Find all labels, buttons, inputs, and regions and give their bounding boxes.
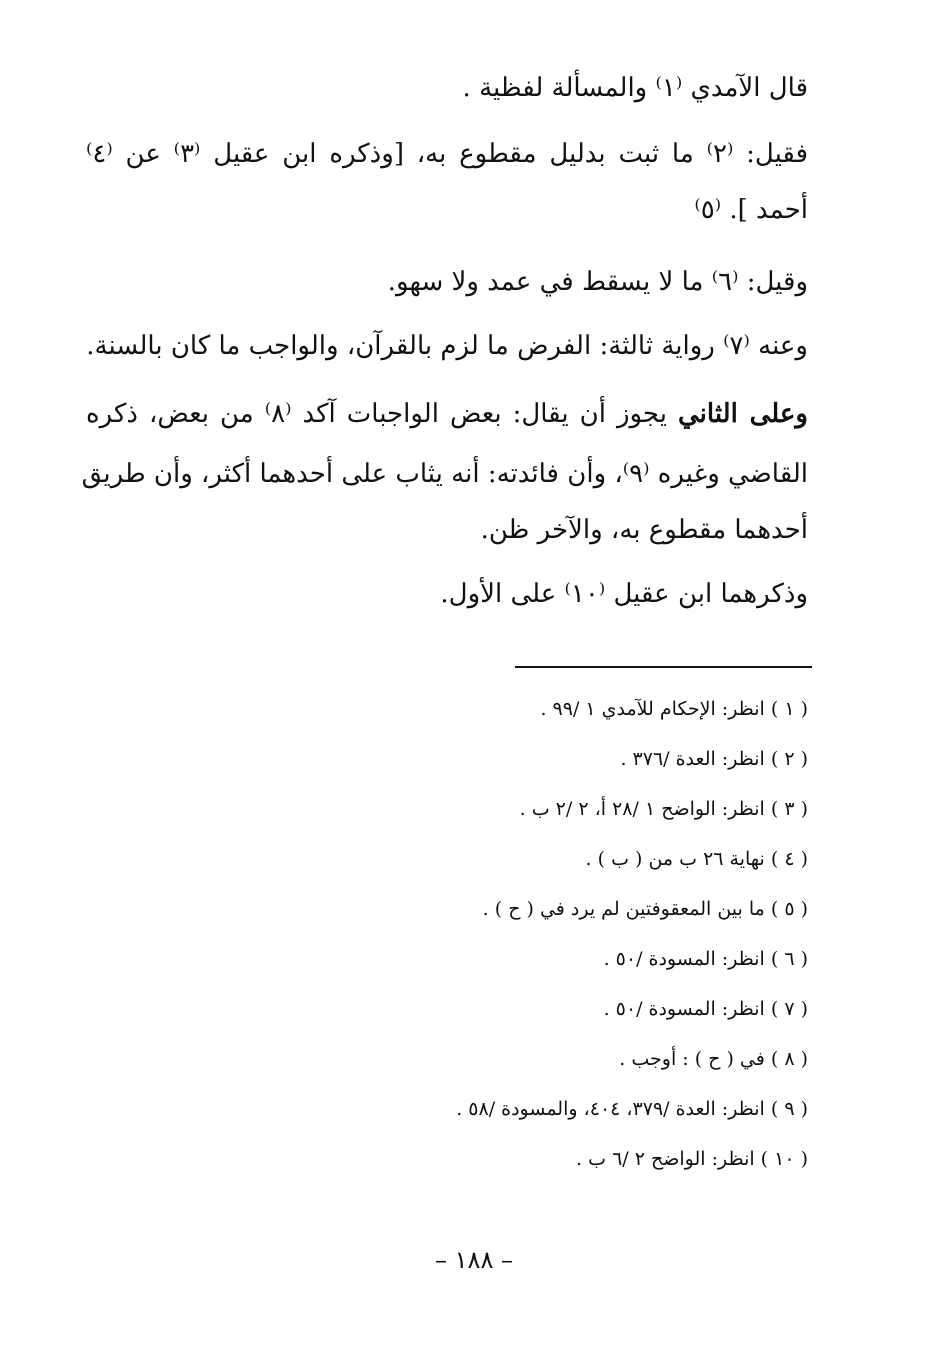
body-line-5: وعنه ⁽٧⁾ رواية ثالثة: الفرض ما لزم بالقرآن، والواجب ما كان بالسنة. (86, 331, 808, 361)
footnote-4: ( ٤ ) نهاية ٢٦ ب من ( ب ) . (585, 848, 808, 870)
footnote-separator (515, 666, 812, 668)
body-line-2: فقيل: ⁽٢⁾ ما ثبت بدليل مقطوع به، [وذكره ابن عقيل ⁽٣⁾ عن ⁽٤⁾ (86, 139, 809, 169)
body-line-6 (86, 394, 808, 434)
body-line-6-rest: يجوز أن يقال: بعض الواجبات آكد ⁽٨⁾ من بعض، ذكره (86, 399, 678, 429)
body-line-4: وقيل: ⁽٦⁾ ما لا يسقط في عمد ولا سهو. (387, 267, 808, 297)
footnote-2: ( ٢ ) انظر: العدة /٣٧٦ . (620, 748, 808, 770)
body-line-9: وذكرهما ابن عقيل ⁽١٠⁾ على الأول. (440, 579, 808, 609)
footnote-7: ( ٧ ) انظر: المسودة /٥٠ . (603, 998, 808, 1020)
footnote-6: ( ٦ ) انظر: المسودة /٥٠ . (603, 948, 808, 970)
body-heading-bold: وعلى الثاني (677, 399, 808, 429)
footnote-3: ( ٣ ) انظر: الواضح ١ /٢٨ أ، ٢ /٢ ب . (519, 798, 808, 820)
footnote-5: ( ٥ ) ما بين المعقوفتين لم يرد في ( ح ) . (482, 898, 808, 920)
footnote-9: ( ٩ ) انظر: العدة /٣٧٩، ٤٠٤، والمسودة /٥٨ . (456, 1098, 808, 1120)
body-line-8: أحدهما مقطوع به، والآخر ظن. (480, 515, 808, 545)
footnote-1: ( ١ ) انظر: الإحكام للآمدي ١ /٩٩ . (540, 698, 808, 720)
body-line-1: قال الآمدي ⁽١⁾ والمسألة لفظية . (462, 73, 808, 103)
page-number: – ١٨٨ – (435, 1246, 513, 1274)
footnote-10: ( ١٠ ) انظر: الواضح ٢ /٦ ب . (576, 1148, 808, 1170)
body-line-7: القاضي وغيره ⁽٩⁾، وأن فائدته: أنه يثاب على أحدهما أكثر، وأن طريق (81, 459, 808, 489)
footnote-8: ( ٨ ) في ( ح ) : أوجب . (619, 1048, 808, 1070)
body-line-3: أحمد ]. ⁽٥⁾ (694, 195, 808, 225)
